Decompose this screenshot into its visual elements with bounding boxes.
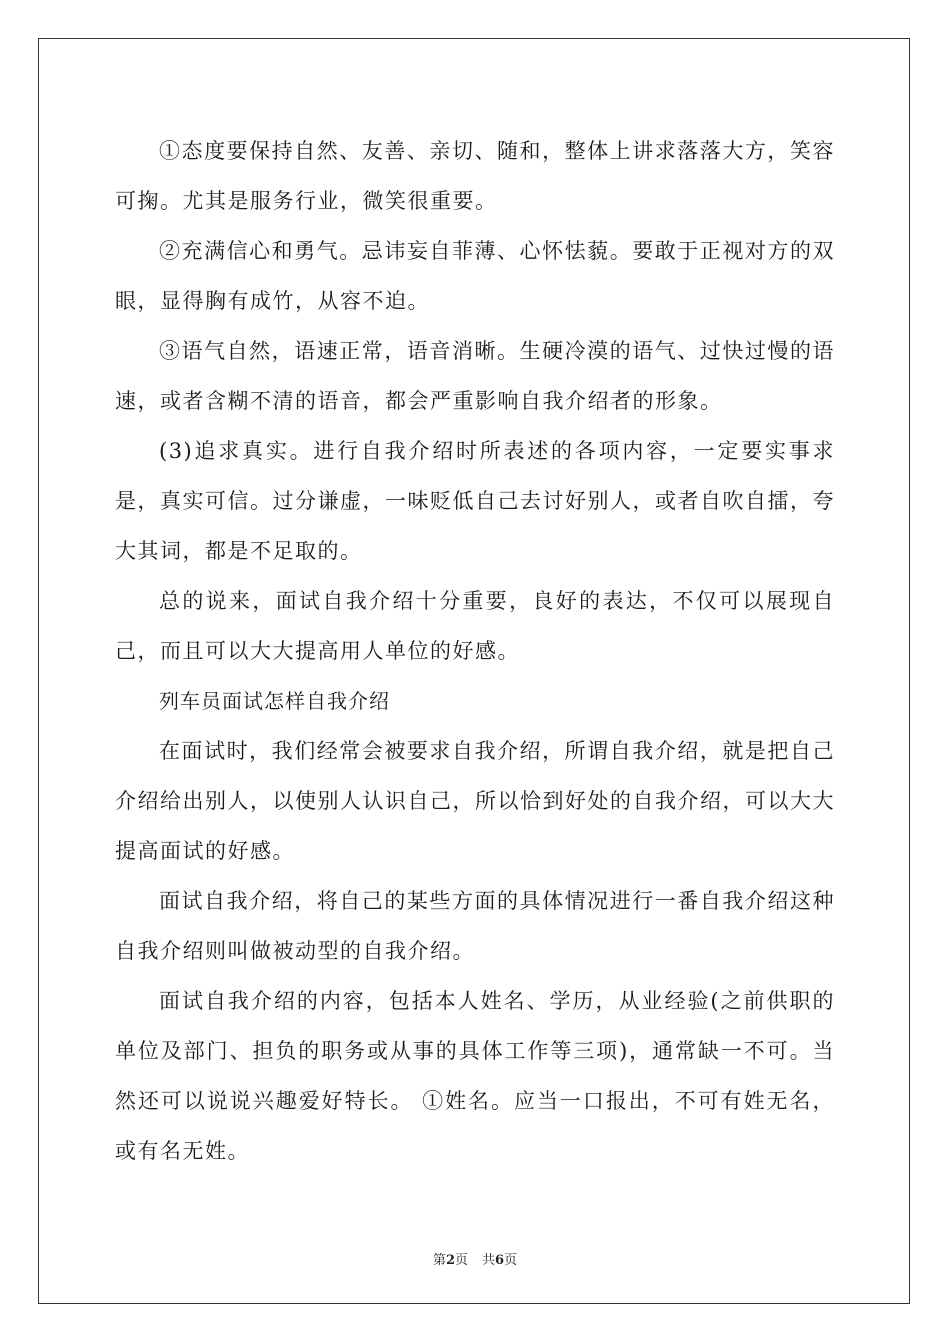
paragraph-intro-definition: 在面试时，我们经常会被要求自我介绍，所谓自我介绍，就是把自己介绍给出别人，以使别人认识自己，所以恰到好处的自我介绍，可以大大提高面试的好感。 [115, 739, 835, 863]
page-footer [0, 1249, 950, 1268]
paragraph-tone: ③语气自然，语速正常，语音消晰。生硬冷漠的语气、过快过慢的语速，或者含糊不清的语音，都会严重影响自我介绍者的形象。 [115, 339, 835, 413]
paragraph-summary: 总的说来，面试自我介绍十分重要，良好的表达，不仅可以展现自己，而且可以大大提高用人单位的好感。 [115, 589, 835, 663]
paragraph-passive-intro: 面试自我介绍，将自己的某些方面的具体情况进行一番自我介绍这种自我介绍则叫做被动型的自我介绍。 [115, 889, 835, 963]
paragraph-attitude: ①态度要保持自然、友善、亲切、随和，整体上讲求落落大方，笑容可掬。尤其是服务行业，微笑很重要。 [115, 139, 835, 213]
section-heading: 列车员面试怎样自我介绍 [159, 689, 390, 713]
document-body [115, 126, 835, 1176]
paragraph-confidence: ②充满信心和勇气。忌讳妄自菲薄、心怀怯藐。要敢于正视对方的双眼，显得胸有成竹，从容不迫。 [115, 239, 835, 313]
total-prefix: 共 [482, 1253, 496, 1268]
page-total: 6 [495, 1253, 505, 1268]
paragraph-intro-content: 面试自我介绍的内容，包括本人姓名、学历，从业经验(之前供职的单位及部门、担负的职务或从事的具体工作等三项)，通常缺一不可。当然还可以说说兴趣爱好特长。 ①姓名。应当一口报出，不可有姓无名，或有名无姓。 [115, 989, 835, 1163]
total-suffix: 页 [504, 1253, 518, 1268]
page-prefix: 第 [432, 1253, 446, 1268]
page-suffix: 页 [454, 1253, 468, 1268]
paragraph-truthful: (3)追求真实。进行自我介绍时所表述的各项内容，一定要实事求是，真实可信。过分谦虚，一味贬低自己去讨好别人，或者自吹自擂，夸大其词，都是不足取的。 [115, 439, 835, 563]
page-current: 2 [445, 1253, 455, 1268]
